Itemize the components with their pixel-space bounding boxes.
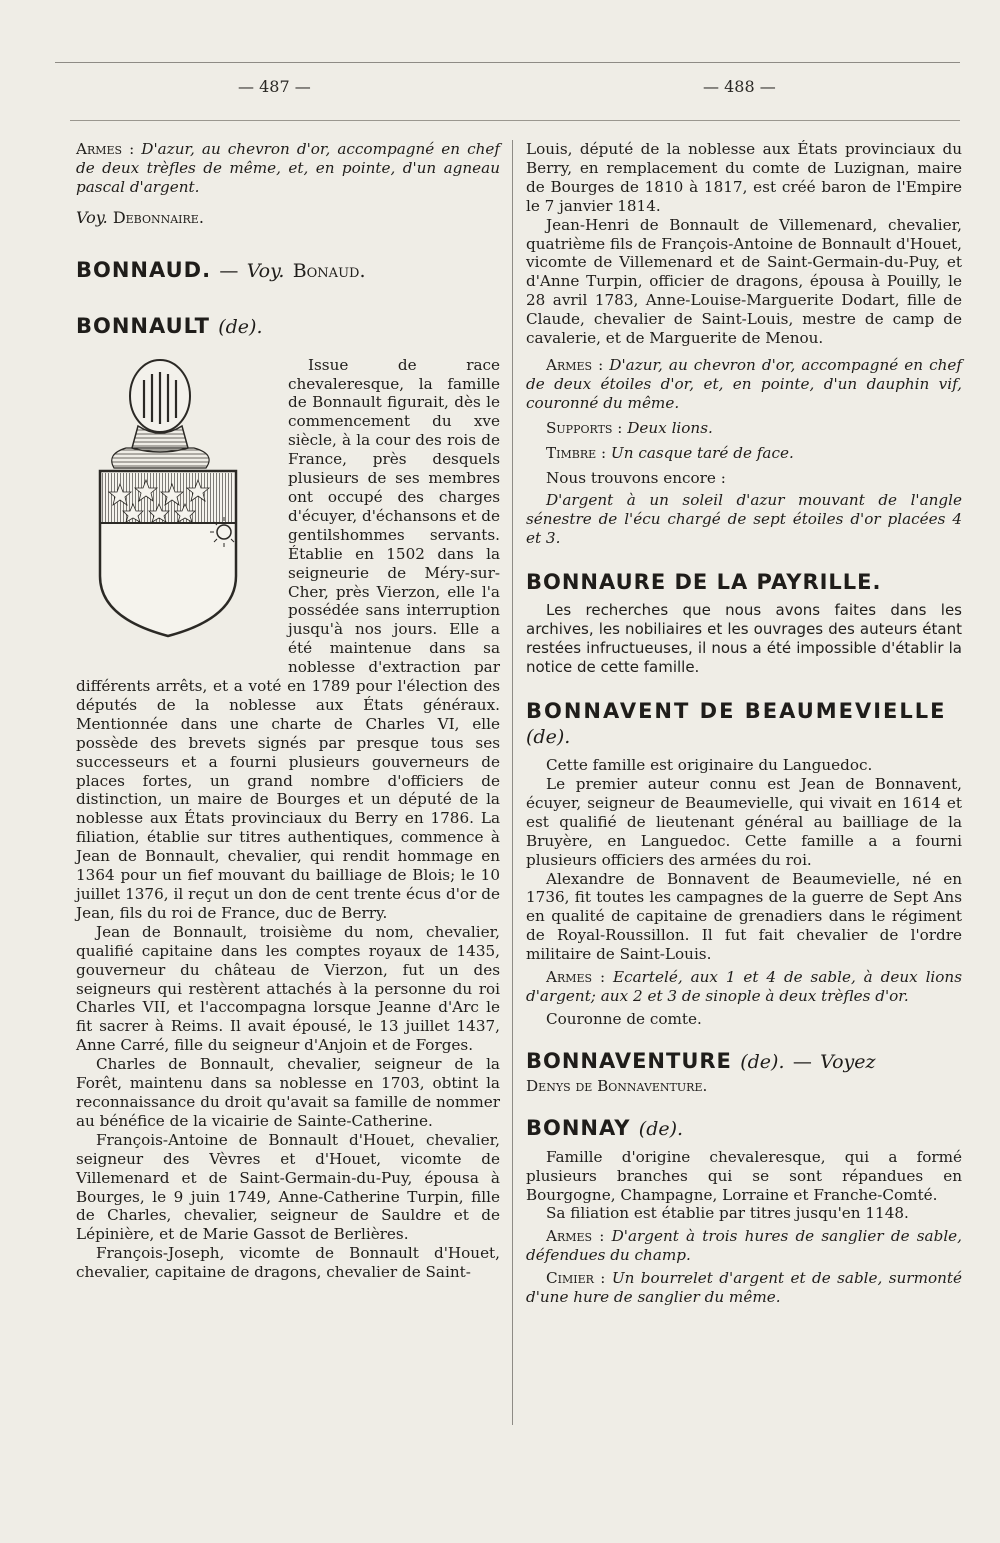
supports-label: Supports :: [546, 418, 623, 437]
left-column: [76, 140, 500, 1282]
entry-particle: (de).: [526, 726, 571, 749]
entry-heading-bonnay: [526, 1116, 962, 1142]
coat-of-arms-illustration: [96, 356, 266, 656]
bonnault-supports: [526, 419, 962, 438]
bonnaventure-cross-reference: Denys de Bonnaventure.: [526, 1076, 708, 1095]
bonnault-paragraph-1: Issue de race chevaleresque, la famille de Bonnault figurait, dès le commencement du xve siècle, à la cour des rois de France, près desquels plusieurs de ses membres ont occupé des charges d'écuyer, d'échansons et de gentilshommes servants. Établie en 1502 dans la seigneurie de Méry-sur-Cher, près Vierzon, elle l'a possédée sans interruption jusqu'à nos jours. Elle a été maintenue dans sa noblesse d'extraction par différents arrêts, et a voté en 1789 pour l'élection des députés de la noblesse aux États généraux. Mentionnée dans une charte de Charles VI, elle possède des brevets signés par presque tous ses successeurs et a fourni plusieurs gouverneurs de places fortes, un grand nombre d'officiers de distinction, un maire de Bourges et un député de la noblesse aux États provinciaux du Berry en 1786. La filiation, établie sur titres authentiques, commence à Jean de Bonnault, chevalier, qui rendit hommage en 1364 pour un fief mouvant du bailliage de Blois; le 10 juillet 1376, il reçut un don de cent trente écus d'or de Jean, fils du roi de France, duc de Berry.: [76, 355, 500, 922]
bonnavent-paragraph-1: Cette famille est originaire du Languedoc.: [546, 756, 873, 775]
armes-text: D'argent à trois hures de sanglier de sable, défendues du champ.: [526, 1227, 962, 1265]
bonnaure-text: Les recherches que nous avons faites dans les archives, les nobiliaires et les ouvrages des auteurs étant restées infructueuses, il nous a été impossible d'établir la notice de cette famille.: [526, 601, 962, 677]
nous-trouvons-encore: Nous trouvons encore :: [546, 468, 726, 487]
separator: —: [219, 259, 239, 282]
armes-label: Armes :: [546, 355, 604, 374]
bonnavent-couronne: Couronne de comte.: [546, 1009, 702, 1028]
bonnay-cimier: [526, 1269, 962, 1307]
bonnay-paragraph-1: Famille d'origine chevaleresque, qui a formé plusieurs branches qui se sont répandues en Bourgogne, Champagne, Lorraine et Franche-Comté.: [526, 1147, 962, 1204]
timbre-label: Timbre :: [546, 443, 607, 462]
armes-text: Ecartelé, aux 1 et 4 de sable, à deux lions d'argent; aux 2 et 3 de sinople à deux trèfles d'or.: [526, 968, 963, 1005]
header-rule: [70, 120, 960, 121]
entry-name: BONNAY: [526, 1115, 631, 1140]
shield-engraving-icon: [96, 356, 266, 656]
bonnay-armes: [526, 1227, 962, 1265]
entry-particle: (de).: [740, 1050, 785, 1073]
cimier-text: Un bourrelet d'argent et de sable, surmonté d'une hure de sanglier du même.: [526, 1269, 962, 1307]
right-column: [526, 140, 962, 1307]
entry-particle: (de).: [218, 315, 263, 338]
bonnay-paragraph-2: Sa filiation est établie par titres jusqu'en 1148.: [546, 1204, 909, 1223]
voyez-label: Voyez: [820, 1050, 876, 1073]
entry-name: BONNAVENT DE BEAUMEVIELLE: [526, 699, 947, 724]
voy-label: Voy.: [246, 259, 285, 282]
entry-name: BONNAVENTURE: [526, 1048, 732, 1073]
cimier-label: Cimier :: [546, 1269, 606, 1288]
armes-label: Armes :: [546, 1227, 605, 1246]
column-divider: [512, 140, 513, 1425]
separator: —: [792, 1050, 812, 1073]
bonnault-paragraph-3: Charles de Bonnault, chevalier, seigneur de la Forêt, maintenu dans sa noblesse en 1703, obtint la reconnaissance du droit qu'avait sa famille de nommer au bénéfice de la vicairie de Sainte-Catherine.: [76, 1055, 500, 1130]
supports-text: Deux lions.: [627, 418, 713, 437]
bonnavent-paragraph-2: Le premier auteur connu est Jean de Bonnavent, écuyer, seigneur de Beaumevielle, qui vivait en 1614 et est qualifié de lieutenant général au bailliage de la Bruyère, en Languedoc. Cette famille a a fourni plusieurs officiers des armées du roi.: [526, 775, 962, 869]
entry-heading-bonnaure: BONNAURE DE LA PAYRILLE.: [526, 570, 882, 595]
voy-debonnaire: [76, 209, 500, 228]
bonnavent-armes: [526, 968, 962, 1006]
voy-label: Voy.: [76, 207, 108, 227]
cross-reference: Bonaud.: [292, 259, 366, 282]
entry-heading-bonnaventure: [526, 1049, 962, 1075]
armes-text: D'azur, au chevron d'or, accompagné en chef de deux étoiles d'or, et, en pointe, d'un dauphin vif, couronné du même.: [526, 355, 962, 412]
armes-intro: [76, 140, 500, 197]
top-rule: [55, 62, 960, 63]
cross-reference: Debonnaire.: [112, 207, 204, 227]
page-number-left: — 487 —: [238, 77, 311, 96]
bonnault-armes: [526, 356, 962, 413]
encore-blazon: D'argent à un soleil d'azur mouvant de l'angle sénestre de l'écu chargé de sept étoiles d'or placées 4 et 3.: [526, 491, 962, 548]
entry-heading-bonnault: [76, 314, 500, 340]
armes-label: Armes :: [546, 968, 606, 987]
bonnault-paragraph-4: François-Antoine de Bonnault d'Houet, chevalier, seigneur des Vèvres et d'Houet, vicomte de Villemenard et de Saint-Germain-du-Puy, épousa à Bourges, le 9 juin 1749, Anne-Catherine Turpin, fille de Charles, chevalier, seigneur de Sauldre et de Lépinière, et de Marie Gassot de Berlières.: [76, 1130, 500, 1244]
bonnault-timbre: [526, 444, 962, 463]
bonnault-cont-paragraph-1: Louis, député de la noblesse aux États provinciaux du Berry, en remplacement du comte de Luzignan, maire de Bourges de 1810 à 1817, est créé baron de l'Empire le 7 janvier 1814.: [526, 140, 962, 215]
entry-name: BONNAULT: [76, 313, 210, 338]
entry-particle: (de).: [638, 1117, 684, 1140]
entry-name: BONNAUD.: [76, 257, 212, 282]
armes-label: Armes :: [76, 140, 135, 158]
entry-heading-bonnaud: [76, 258, 500, 284]
bonnault-paragraph-5: François-Joseph, vicomte de Bonnault d'Houet, chevalier, capitaine de dragons, chevalier de Saint-: [76, 1244, 500, 1282]
armes-text: D'azur, au chevron d'or, accompagné en chef de deux trèfles de même, et, en pointe, d'un agneau pascal d'argent.: [76, 140, 500, 196]
timbre-text: Un casque taré de face.: [610, 443, 794, 462]
bonnavent-paragraph-3: Alexandre de Bonnavent de Beaumevielle, né en 1736, fit toutes les campagnes de la guerre de Sept Ans en qualité de capitaine de grenadiers dans le régiment de Royal-Roussillon. Il fut fait chevalier de l'ordre militaire de Saint-Louis.: [526, 869, 962, 964]
bonnault-paragraph-2: Jean de Bonnault, troisième du nom, chevalier, qualifié capitaine dans les comptes royaux de 1435, gouverneur du château de Vierzon, fut un des seigneurs qui restèrent attachés à la personne du roi Charles VII, et l'accompagna lorsque Jeanne d'Arc le fit sacrer à Reims. Il avait épousé, le 13 juillet 1437, Anne Carré, fille du seigneur d'Anjoin et de Forges.: [76, 922, 500, 1055]
page-number-right: — 488 —: [703, 77, 776, 96]
bonnault-cont-paragraph-2: Jean-Henri de Bonnault de Villemenard, chevalier, quatrième fils de François-Antoine de Bonnault d'Houet, vicomte de Villemenard et de Saint-Germain-du-Puy, et d'Anne Turpin, officier de dragons, épousa à Pouilly, le 28 avril 1783, Anne-Louise-Marguerite Dodart, fille de Claude, chevalier de Saint-Louis, mestre de camp de cavalerie, et de Marguerite de Menou.: [526, 215, 962, 348]
entry-heading-bonnavent: [526, 699, 962, 750]
